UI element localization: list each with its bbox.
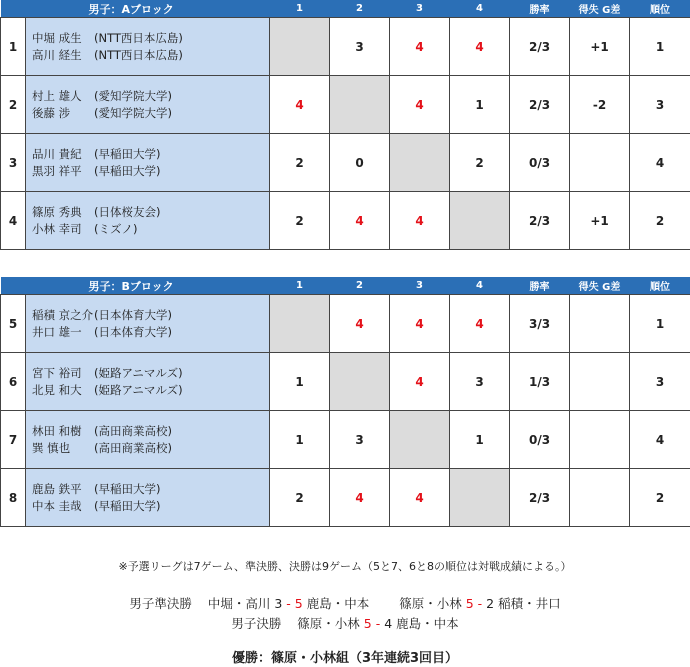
player-name: 篠原 秀典: [32, 204, 82, 219]
score-cell: 3: [330, 18, 390, 76]
table-row: [1, 353, 690, 411]
player-team: (愛知学院大学): [94, 105, 172, 120]
win-rate: 2/3: [510, 192, 570, 250]
pair-names: [26, 18, 270, 76]
score-cell: 4: [390, 76, 450, 134]
player-team: (NTT西日本広島): [94, 30, 183, 45]
score-cell: 4: [450, 18, 510, 76]
player-team: (日体桜友会): [94, 204, 161, 219]
col-4-header: 4: [450, 0, 510, 18]
win-rate-header: 勝率: [510, 0, 570, 18]
player-name: 井口 雄一: [32, 324, 82, 339]
final-dash: -: [375, 616, 381, 631]
col-1-header: 1: [270, 0, 330, 18]
game-diff: +1: [570, 18, 630, 76]
game-diff: [570, 469, 630, 527]
semifinal-2-left-score: 5: [465, 596, 474, 611]
winner-text: 優勝：篠原・小林組（3年連続3回目）: [231, 651, 459, 666]
win-rate: 2/3: [510, 18, 570, 76]
player-name: 稲積 京之介: [32, 307, 94, 322]
block-a: [0, 0, 690, 250]
game-diff: [570, 353, 630, 411]
player-name: 黒羽 祥平: [32, 163, 82, 178]
pair-names: [26, 353, 270, 411]
col-2-header: 2: [330, 277, 390, 295]
block-a-table: [0, 0, 690, 250]
player-team: (早稲田大学): [94, 146, 161, 161]
self-cell: [270, 18, 330, 76]
table-row: [1, 192, 690, 250]
pair-number: 4: [1, 192, 26, 250]
player-team: (NTT西日本広島): [94, 47, 183, 62]
semifinal-2-left: 篠原・小林: [399, 596, 462, 611]
player-team: (日本体育大学): [94, 324, 172, 339]
player-name: 高川 経生: [32, 47, 82, 62]
player-name: 巽 慎也: [32, 440, 71, 455]
col-1-header: 1: [270, 277, 330, 295]
player-name: 小林 幸司: [32, 221, 82, 236]
score-cell: 1: [450, 411, 510, 469]
score-cell: 4: [390, 192, 450, 250]
score-cell: 4: [330, 295, 390, 353]
table-row: [1, 134, 690, 192]
self-cell: [330, 76, 390, 134]
block-b-table: [0, 277, 690, 527]
score-cell: 2: [270, 134, 330, 192]
score-cell: 2: [270, 469, 330, 527]
game-diff: [570, 295, 630, 353]
player-name: 村上 雄人: [32, 88, 82, 103]
col-4-header: 4: [450, 277, 510, 295]
rank-header: 順位: [630, 0, 690, 18]
pair-number: 2: [1, 76, 26, 134]
col-3-header: 3: [390, 0, 450, 18]
pair-names: [26, 469, 270, 527]
score-cell: 2: [450, 134, 510, 192]
score-cell: 0: [330, 134, 390, 192]
table-row: [1, 469, 690, 527]
game-diff-header: 得失 G差: [570, 277, 630, 295]
pair-names: [26, 192, 270, 250]
score-cell: 4: [330, 192, 390, 250]
final-label: 男子決勝: [231, 616, 282, 631]
win-rate: 0/3: [510, 134, 570, 192]
semifinal-1-right: 鹿島・中本: [306, 596, 370, 611]
pair-names: [26, 295, 270, 353]
score-cell: 1: [270, 353, 330, 411]
score-cell: 4: [390, 18, 450, 76]
semifinal-2-dash: -: [477, 596, 483, 611]
final-left: 篠原・小林: [297, 616, 360, 631]
game-diff: [570, 411, 630, 469]
score-cell: 1: [270, 411, 330, 469]
pair-names: [26, 411, 270, 469]
block-b-title: 男子：Bブロック: [1, 277, 270, 295]
block-b-header: [1, 277, 690, 295]
player-name: 品川 貴紀: [32, 146, 82, 161]
player-team: (早稲田大学): [94, 481, 161, 496]
rank: 4: [630, 134, 690, 192]
player-name: 中本 圭哉: [32, 498, 82, 513]
semifinal-2-right-score: 2: [486, 596, 495, 611]
rank: 1: [630, 18, 690, 76]
pair-number: 1: [1, 18, 26, 76]
score-cell: 4: [390, 295, 450, 353]
block-b: [0, 277, 690, 527]
player-name: 後藤 涉: [32, 105, 71, 120]
semifinal-results: [0, 594, 690, 612]
score-cell: 3: [330, 411, 390, 469]
player-team: (高田商業高校): [94, 423, 172, 438]
pair-names: [26, 76, 270, 134]
rank: 2: [630, 192, 690, 250]
rank: 1: [630, 295, 690, 353]
rank: 2: [630, 469, 690, 527]
final-right-score: 4: [384, 616, 393, 631]
final-result: [0, 614, 690, 632]
player-name: 鹿島 鉄平: [32, 481, 82, 496]
win-rate: 2/3: [510, 469, 570, 527]
game-diff: [570, 134, 630, 192]
semifinal-1-right-score: 5: [294, 596, 303, 611]
win-rate-header: 勝率: [510, 277, 570, 295]
score-cell: 3: [450, 353, 510, 411]
win-rate: 2/3: [510, 76, 570, 134]
pair-number: 8: [1, 469, 26, 527]
pair-number: 5: [1, 295, 26, 353]
pair-number: 3: [1, 134, 26, 192]
semifinal-label: 男子準決勝: [129, 596, 192, 611]
semifinal-1-left: 中堀・高川: [207, 596, 271, 611]
game-diff-header: 得失 G差: [570, 0, 630, 18]
self-cell: [390, 411, 450, 469]
rules-note: ※予選リーグは7ゲーム、準決勝、決勝は9ゲーム（5と7、6と8の順位は対戦成績による。）: [118, 560, 572, 573]
semifinal-2-right: 稲積・井口: [498, 596, 561, 611]
final-left-score: 5: [363, 616, 372, 631]
final-right: 鹿島・中本: [396, 616, 459, 631]
player-name: 林田 和樹: [32, 423, 82, 438]
table-row: [1, 76, 690, 134]
player-name: 宮下 裕司: [32, 365, 82, 380]
score-cell: 1: [450, 76, 510, 134]
pair-names: [26, 134, 270, 192]
score-cell: 4: [390, 469, 450, 527]
player-team: (姫路アニマルズ): [94, 365, 183, 380]
semifinal-1-left-score: 3: [274, 596, 283, 611]
player-team: (ミズノ): [94, 221, 138, 236]
score-cell: 4: [390, 353, 450, 411]
player-name: 北見 和大: [32, 382, 82, 397]
player-team: (姫路アニマルズ): [94, 382, 183, 397]
player-team: (愛知学院大学): [94, 88, 172, 103]
self-cell: [330, 353, 390, 411]
rank-header: 順位: [630, 277, 690, 295]
semifinal-1-dash: -: [286, 596, 291, 611]
player-team: (早稲田大学): [94, 498, 161, 513]
player-team: (早稲田大学): [94, 163, 161, 178]
score-cell: 4: [450, 295, 510, 353]
score-cell: 4: [330, 469, 390, 527]
pair-number: 6: [1, 353, 26, 411]
col-2-header: 2: [330, 0, 390, 18]
block-a-header: [1, 0, 690, 18]
win-rate: 1/3: [510, 353, 570, 411]
table-row: [1, 411, 690, 469]
game-diff: -2: [570, 76, 630, 134]
block-a-title: 男子：Aブロック: [1, 0, 270, 18]
rank: 4: [630, 411, 690, 469]
rank: 3: [630, 76, 690, 134]
self-cell: [270, 295, 330, 353]
win-rate: 0/3: [510, 411, 570, 469]
player-team: (高田商業高校): [94, 440, 172, 455]
win-rate: 3/3: [510, 295, 570, 353]
score-cell: 2: [270, 192, 330, 250]
col-3-header: 3: [390, 277, 450, 295]
player-team: (日本体育大学): [94, 307, 172, 322]
table-row: [1, 18, 690, 76]
pair-number: 7: [1, 411, 26, 469]
score-cell: 4: [270, 76, 330, 134]
self-cell: [390, 134, 450, 192]
self-cell: [450, 469, 510, 527]
player-name: 中堀 成生: [32, 30, 82, 45]
self-cell: [450, 192, 510, 250]
game-diff: +1: [570, 192, 630, 250]
rank: 3: [630, 353, 690, 411]
table-row: [1, 295, 690, 353]
